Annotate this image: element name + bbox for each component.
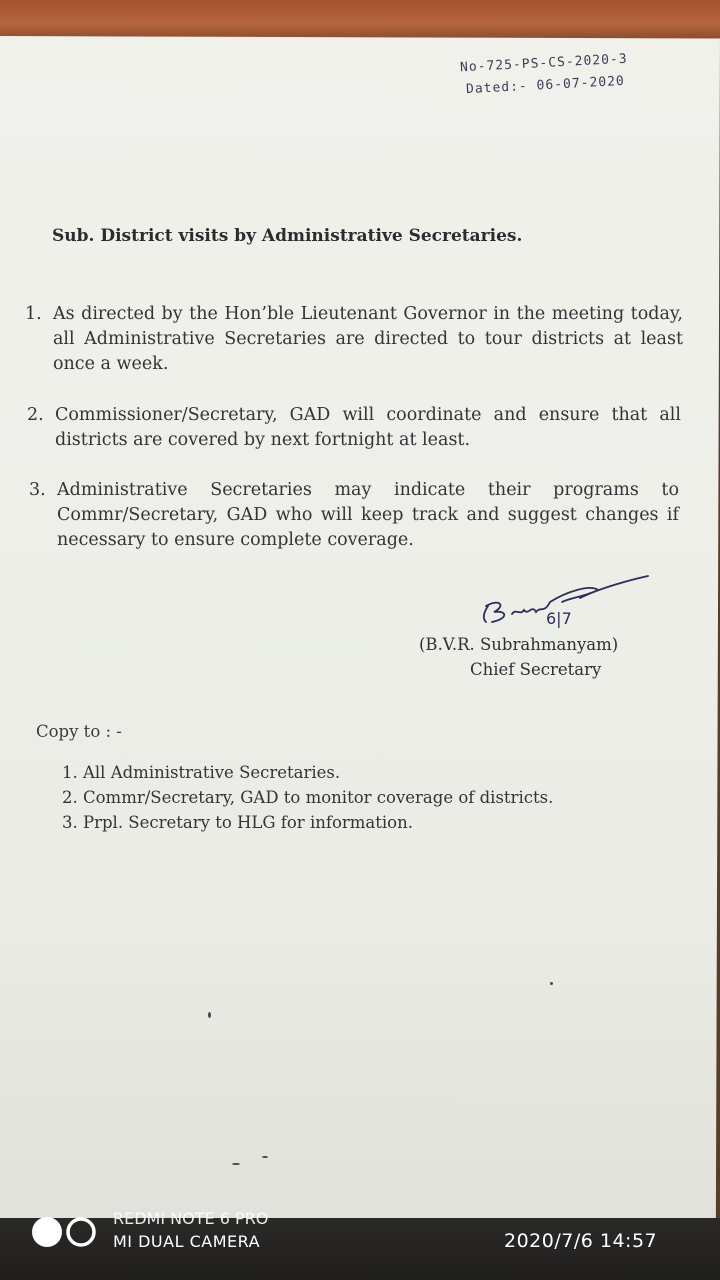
paragraph-number: 1. xyxy=(25,304,42,324)
photo-timestamp: 2020/7/6 14:57 xyxy=(504,1230,658,1252)
paragraph-number: 2. xyxy=(27,405,44,425)
paper-speck xyxy=(208,1012,211,1018)
paragraph-number: 3. xyxy=(29,480,46,500)
reference-date: Dated:- 06-07-2020 xyxy=(465,73,626,98)
copy-to-list xyxy=(62,760,553,835)
list-item: 3. Prpl. Secretary to HLG for information. xyxy=(62,813,413,832)
table-surface xyxy=(0,0,720,40)
signer-title: Chief Secretary xyxy=(470,660,602,679)
paragraph-3 xyxy=(29,478,679,553)
paragraph-text: Administrative Secretaries may indicate their programs to Commr/Secretary, GAD who will keep track and suggest changes if necessary to ensure complete coverage. xyxy=(57,480,679,550)
list-item: 1. All Administrative Secretaries. xyxy=(62,763,341,782)
paper-speck xyxy=(550,982,553,985)
camera-type-watermark: MI DUAL CAMERA xyxy=(113,1232,261,1251)
reference-number: No-725-PS-CS-2020-3 xyxy=(459,51,628,76)
camera-model-watermark: REDMI NOTE 6 PRO xyxy=(113,1209,269,1228)
camera-lens-icon xyxy=(30,1215,100,1249)
signer-name: (B.V.R. Subrahmanyam) xyxy=(419,635,619,654)
paper-speck xyxy=(232,1163,240,1165)
paragraph-text: Commissioner/Secretary, GAD will coordinate and ensure that all districts are covered by next fortnight at least. xyxy=(55,405,681,450)
copy-to-heading: Copy to : - xyxy=(36,722,122,741)
paragraph-text: As directed by the Hon’ble Lieutenant Governor in the meeting today, all Administrative Secretaries are directed to tour districts at least once a week. xyxy=(53,304,683,374)
subject-line: Sub. District visits by Administrative Secretaries. xyxy=(52,226,523,246)
paragraph-1 xyxy=(25,302,683,377)
paper-speck xyxy=(262,1156,268,1158)
signature-number: 6|7 xyxy=(546,609,572,628)
list-item: 2. Commr/Secretary, GAD to monitor coverage of districts. xyxy=(62,788,554,807)
paragraph-2 xyxy=(27,403,681,453)
